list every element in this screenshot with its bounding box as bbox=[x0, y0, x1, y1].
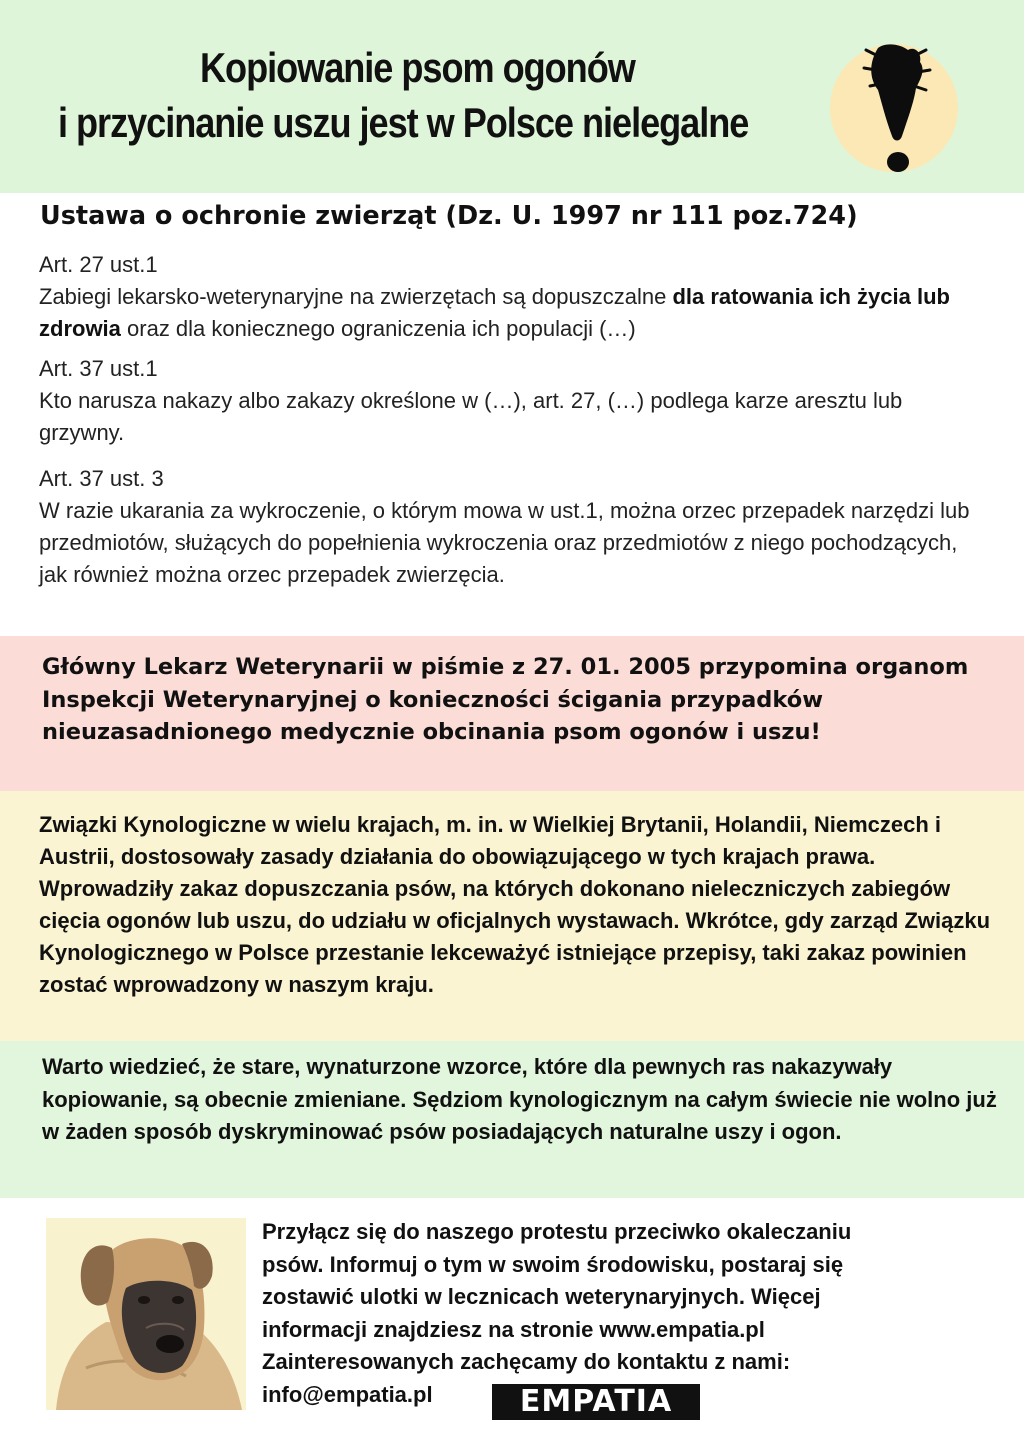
great-dane-photo bbox=[46, 1218, 246, 1410]
page-title-line-2: i przycinanie uszu jest w Polsce nielegalne bbox=[58, 99, 749, 146]
header-banner bbox=[0, 0, 1024, 193]
art-27-text-bold: dla ratowania ich życia lub zdrowia bbox=[39, 284, 950, 341]
cta-line-5: Zainteresowanych zachęcamy do kontaktu z nami: bbox=[262, 1349, 791, 1374]
empatia-logo-text: EMPATIA bbox=[519, 1384, 673, 1419]
page-title-line-1: Kopiowanie psom ogonów bbox=[200, 44, 635, 91]
cta-line-3: zostawić ulotki w lecznicach weterynaryjnych. Więcej bbox=[262, 1284, 821, 1309]
empatia-logo bbox=[492, 1384, 700, 1420]
call-to-action-text bbox=[262, 1216, 1002, 1411]
standards-section bbox=[0, 1041, 1024, 1198]
exclamation-mark-icon bbox=[856, 40, 956, 180]
call-to-action-section bbox=[0, 1198, 1024, 1448]
kennel-clubs-text: Związki Kynologiczne w wielu krajach, m. in. w Wielkiej Brytanii, Holandii, Niemczech i Austrii, dostosowały zasady działania do obowiązującego w tych krajach prawa. Wprowadziły zakaz dopuszczania psów, na których dokonano nieleczniczych zabiegów cięcia ogonów lub uszu, do udziału w oficjalnych wystawach. Wkrótce, gdy zarząd Związku Kynologicznego w Polsce przestanie lekceważyć istniejące przepisy, taki zakaz powinien zostać wprowadzony w naszym kraju. bbox=[39, 812, 991, 997]
contact-email[interactable]: info@empatia.pl bbox=[262, 1381, 433, 1407]
law-section bbox=[0, 193, 1024, 636]
vet-notice-section bbox=[0, 636, 1024, 791]
standards-text: Warto wiedzieć, że stare, wynaturzone wzorce, które dla pewnych ras nakazywały kopiowanie, są obecnie zmieniane. Sędziom kynologicznym na całym świecie nie wolno już w żaden sposób dyskryminować psów posiadających naturalne uszy i ogon. bbox=[42, 1054, 997, 1144]
art-37-1-text: Kto narusza nakazy albo zakazy określone w (…), art. 27, (…) podlega karze aresztu lub grzywny. bbox=[39, 388, 903, 445]
art-27-text-a: Zabiegi lekarsko-weterynaryjne na zwierzętach są dopuszczalne bbox=[39, 284, 673, 309]
cta-line-2: psów. Informuj o tym w swoim środowisku, postaraj się bbox=[262, 1251, 844, 1277]
art-37-3-ref: Art. 37 ust. 3 bbox=[39, 466, 164, 491]
cta-line-1: Przyłącz się do naszego protestu przeciwko okaleczaniu bbox=[262, 1219, 852, 1244]
art-27-ref: Art. 27 ust.1 bbox=[39, 252, 158, 277]
art-37-1-ref: Art. 37 ust.1 bbox=[39, 356, 158, 381]
vet-notice-text: Główny Lekarz Weterynarii w piśmie z 27. 01. 2005 przypomina organom Inspekcji Weterynaryjnej o konieczności ścigania przypadków nieuzasadnionego medycznie obcinania psom ogonów i uszu! bbox=[42, 654, 969, 745]
kennel-clubs-section bbox=[0, 791, 1024, 1041]
art-27-text bbox=[39, 281, 989, 345]
cta-line-4[interactable]: informacji znajdziesz na stronie www.empatia.pl bbox=[262, 1316, 765, 1342]
art-37-3-text: W razie ukarania za wykroczenie, o którym mowa w ust.1, można orzec przepadek narzędzi lub przedmiotów, służących do popełnienia wykroczenia oraz przedmiotów z niego pochodzących, jak również można orzec przepadek zwierzęcia. bbox=[39, 498, 970, 587]
art-27-text-b: oraz dla koniecznego ograniczenia ich populacji (…) bbox=[120, 316, 636, 341]
law-heading: Ustawa o ochronie zwierząt (Dz. U. 1997 nr 111 poz.724) bbox=[40, 201, 858, 231]
